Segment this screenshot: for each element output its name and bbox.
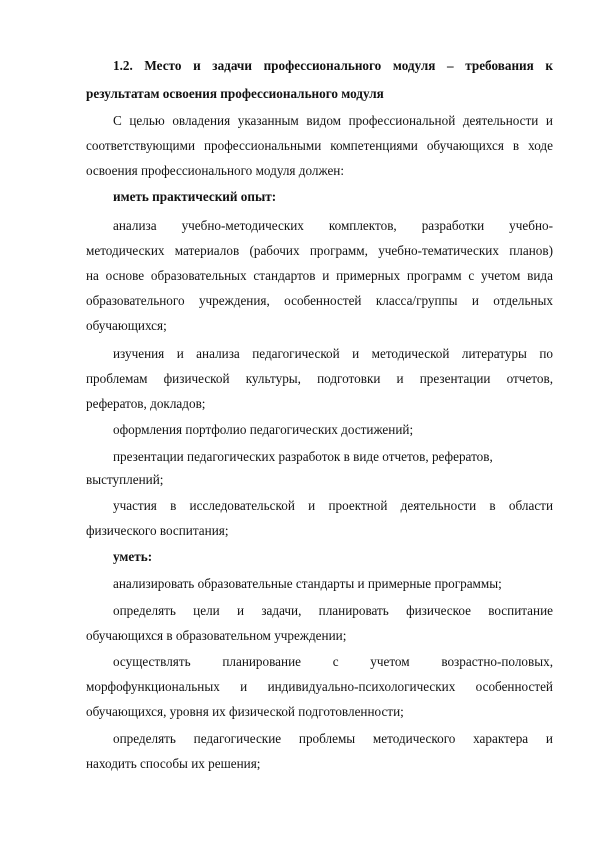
- experience-item-1-line-2: методических материалов (рабочих программ, учебно-тематических планов): [86, 243, 553, 258]
- skills-item-3-line-3: обучающихся, уровня их физической подготовленности;: [86, 704, 404, 719]
- experience-item-1-line-4: образовательного учреждения, особенностей класса/группы и отдельных: [86, 293, 553, 308]
- experience-item-2-line-2: проблемам физической культуры, подготовки и презентации отчетов,: [86, 371, 553, 386]
- intro-line-1: С целью овладения указанным видом профессиональной деятельности и: [113, 113, 553, 128]
- skills-item-2-line-1: определять цели и задачи, планировать физическое воспитание: [113, 603, 553, 618]
- experience-item-1-line-1: анализа учебно-методических комплектов, разработки учебно-: [113, 218, 553, 233]
- skills-label: уметь:: [113, 549, 153, 564]
- skills-item-3-line-2: морфофункциональных и индивидуально-психологических особенностей: [86, 679, 553, 694]
- experience-item-1-line-3: на основе образовательных стандартов и примерных программ с учетом вида: [86, 268, 553, 283]
- section-heading-line-2: результатам освоения профессионального модуля: [86, 86, 384, 101]
- experience-item-4-line-2: выступлений;: [86, 472, 164, 487]
- intro-line-2: соответствующими профессиональными компетенциями обучающихся в ходе: [86, 138, 553, 153]
- experience-item-2-line-1: изучения и анализа педагогической и методической литературы по: [113, 346, 553, 361]
- skills-item-1-line-1: анализировать образовательные стандарты и примерные программы;: [113, 576, 502, 591]
- skills-item-4-line-1: определять педагогические проблемы методического характера и: [113, 731, 553, 746]
- section-heading-line-1: 1.2. Место и задачи профессионального модуля – требования к: [113, 58, 553, 73]
- experience-item-4-line-1: презентации педагогических разработок в виде отчетов, рефератов,: [113, 449, 493, 464]
- skills-item-4-line-2: находить способы их решения;: [86, 756, 261, 771]
- experience-item-2-line-3: рефератов, докладов;: [86, 396, 206, 411]
- skills-item-3-line-1: осуществлять планирование с учетом возрастно-половых,: [113, 654, 553, 669]
- experience-label: иметь практический опыт:: [113, 189, 277, 204]
- experience-item-1-line-5: обучающихся;: [86, 318, 167, 333]
- intro-line-3: освоения профессионального модуля должен:: [86, 163, 345, 178]
- experience-item-5-line-2: физического воспитания;: [86, 523, 229, 538]
- skills-item-2-line-2: обучающихся в образовательном учреждении;: [86, 628, 347, 643]
- experience-item-5-line-1: участия в исследовательской и проектной деятельности в области: [113, 498, 553, 513]
- experience-item-3-line-1: оформления портфолио педагогических достижений;: [113, 422, 414, 437]
